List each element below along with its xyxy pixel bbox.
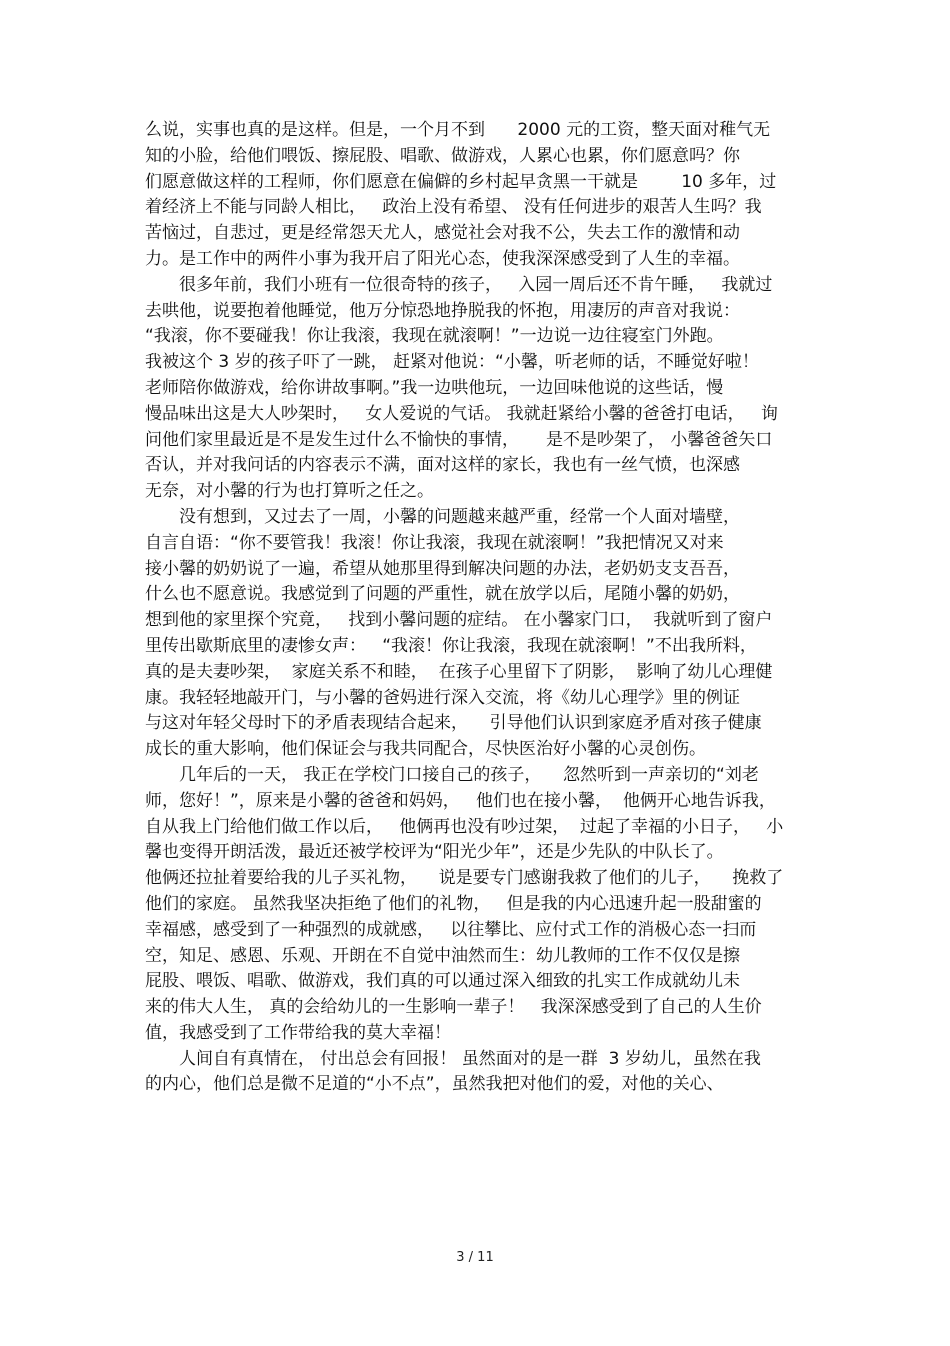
- text-line: 们愿意做这样的工程师，你们愿意在偏僻的乡村起早贪黑一干就是 10 多年，过: [145, 171, 777, 192]
- text-line: 的内心，他们总是微不足道的“小不点”，虽然我把对他们的爱，对他的关心、: [145, 1074, 724, 1095]
- page-number: 3 / 11: [456, 1250, 494, 1265]
- text-line: 没有想到，又过去了一周，小馨的问题越来越严重，经常一个人面对墙壁，: [179, 506, 740, 527]
- text-line: 去哄他，说要抱着他睡觉，他万分惊恐地挣脱我的怀抱，用凄厉的声音对我说：: [145, 300, 740, 321]
- text-line: 他们的家庭。 虽然我坚决拒绝了他们的礼物， 但是我的内心迅速升起一股甜蜜的: [145, 893, 762, 914]
- text-line: 馨也变得开朗活泼，最近还被学校评为“阳光少年”，还是少先队的中队长了。: [145, 842, 724, 863]
- text-line: 自从我上门给他们做工作以后， 他俩再也没有吵过架， 过起了幸福的小日子， 小: [145, 816, 784, 837]
- text-line: 慢品味出这是大人吵架时， 女人爱说的气话。 我就赶紧给小馨的爸爸打电话， 询: [145, 403, 778, 424]
- text-line: 苦恼过，自悲过，更是经常怨天尤人，感觉社会对我不公，失去工作的激情和动: [145, 223, 740, 244]
- text-line: 康。我轻轻地敲开门，与小馨的爸妈进行深入交流，将《幼儿心理学》里的例证: [145, 687, 740, 708]
- text-line: 空，知足、感恩、乐观、开朗在不自觉中油然而生：幼儿教师的工作不仅仅是擦: [145, 945, 740, 966]
- text-line: 想到他的家里探个究竟， 找到小馨问题的症结。 在小馨家门口， 我就听到了窗户: [145, 610, 773, 631]
- text-line: 么说，实事也真的是这样。但是，一个月不到 2000 元的工资，整天面对稚气无: [145, 120, 771, 140]
- text-line: 很多年前，我们小班有一位很奇特的孩子， 入园一周后还不肯午睡， 我就过: [179, 274, 773, 295]
- text-line: 成长的重大影响，他们保证会与我共同配合，尽快医治好小馨的心灵创伤。: [145, 739, 706, 760]
- text-line: 真的是夫妻吵架， 家庭关系不和睦， 在孩子心里留下了阴影， 影响了幼儿心理健: [145, 661, 773, 682]
- text-line: 着经济上不能与同龄人相比， 政治上没有希望、 没有任何进步的艰苦人生吗？我: [145, 197, 762, 218]
- text-line: 几年后的一天， 我正在学校门口接自己的孩子， 忽然听到一声亲切的“刘老: [179, 764, 759, 785]
- text-line: 他俩还拉扯着要给我的儿子买礼物， 说是要专门感谢我救了他们的儿子， 挽救了: [145, 868, 784, 889]
- text-line: 自言自语：“你不要管我！我滚！你让我滚，我现在就滚啊！”我把情况又对来: [145, 532, 724, 553]
- body-text: [145, 118, 815, 1098]
- text-line: 屁股、喂饭、唱歌、做游戏，我们真的可以通过深入细致的扎实工作成就幼儿未: [145, 971, 740, 992]
- text-line: 问他们家里最近是不是发生过什么不愉快的事情， 是不是吵架了， 小馨爸爸矢口: [145, 429, 773, 450]
- text-line: 人间自有真情在， 付出总会有回报！ 虽然面对的是一群 3 岁幼儿，虽然在我: [179, 1048, 761, 1069]
- text-line: 知的小脸，给他们喂饭、擦屁股、唱歌、做游戏，人累心也累，你们愿意吗？你: [145, 145, 740, 166]
- text-line: 力。是工作中的两件小事为我开启了阳光心态，使我深深感受到了人生的幸福。: [145, 248, 740, 269]
- text-line: 什么也不愿意说。我感觉到了问题的严重性，就在放学以后，尾随小馨的奶奶，: [145, 584, 740, 605]
- text-line: 接小馨的奶奶说了一遍，希望从她那里得到解决问题的办法，老奶奶支支吾吾，: [145, 558, 740, 579]
- text-line: 与这对年轻父母时下的矛盾表现结合起来， 引导他们认识到家庭矛盾对孩子健康: [145, 713, 762, 734]
- text-line: 值，我感受到了工作带给我的莫大幸福！: [145, 1022, 451, 1043]
- text-line: 幸福感，感受到了一种强烈的成就感， 以往攀比、应付式工作的消极心态一扫而: [145, 919, 757, 940]
- text-line: 否认，并对我问话的内容表示不满，面对这样的家长，我也有一丝气愤，也深感: [145, 455, 740, 476]
- text-line: 来的伟大人生， 真的会给幼儿的一生影响一辈子！ 我深深感受到了自己的人生价: [145, 997, 762, 1018]
- text-line: 老师陪你做游戏，给你讲故事啊。”我一边哄他玩，一边回味他说的这些话，慢: [145, 377, 724, 398]
- text-line: “我滚，你不要碰我！你让我滚，我现在就滚啊！”一边说一边往寝室门外跑。: [145, 326, 724, 347]
- text-line: 我被这个 3 岁的孩子吓了一跳， 赶紧对他说：“小馨，听老师的话，不睡觉好啦！: [145, 352, 759, 373]
- text-line: 里传出歇斯底里的凄惨女声： “我滚！你让我滚，我现在就滚啊！”不出我所料，: [145, 635, 757, 656]
- text-line: 师，您好！”，原来是小馨的爸爸和妈妈， 他们也在接小馨， 他俩开心地告诉我，: [145, 790, 776, 811]
- text-line: 无奈，对小馨的行为也打算听之任之。: [145, 481, 434, 502]
